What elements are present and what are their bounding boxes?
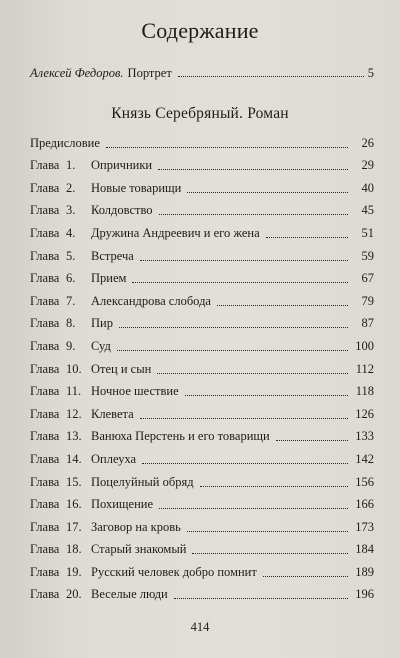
toc-entry-number: 5. [66,248,76,263]
intro-author: Алексей Федоров. [30,66,124,80]
toc-entry [30,241,374,264]
toc-entry [30,444,374,467]
toc-entry-number: 6. [66,271,76,286]
toc-entry-title: Веселые люди [91,587,168,602]
toc-entry-prefix: Глава [30,519,60,534]
toc-entry-number: 8. [66,316,76,331]
toc-entry-page-number: 112 [355,361,374,376]
dot-leader [200,486,348,487]
toc-entry-prefix: Глава [30,587,60,602]
toc-entry-title: Ванюха Перстень и его товарищи [91,429,270,444]
toc-entry-prefix: Глава [30,180,60,195]
toc-entry-title: Александрова слобода [91,293,211,308]
toc-entry-page-number: 126 [355,406,374,421]
dot-leader [157,373,348,374]
toc-entry-title: Дружина Андреевич и его жена [91,225,260,240]
toc-entry-page-number: 67 [361,271,374,286]
toc-entry-page-number: 59 [361,248,374,263]
toc-entry-title: Пир [91,316,113,331]
toc-entry-page-number: 166 [355,497,374,512]
dot-leader [140,418,348,419]
toc-entry-title: Ночное шествие [91,384,179,399]
dot-leader [276,440,348,441]
toc-entry [30,331,374,354]
toc-entry-number: 9. [66,338,76,353]
dot-leader [106,147,348,148]
toc-entry-number: 3. [66,203,76,218]
toc-entry-number: 15. [66,474,82,489]
dot-leader [263,576,348,577]
intro-entry [30,66,374,81]
toc-entry-number: 20. [66,587,82,602]
toc-entry-prefix: Глава [30,429,60,444]
toc-entry-page-number: 79 [361,293,374,308]
toc-entry [30,422,374,445]
toc-entry-prefix: Глава [30,203,60,218]
toc-entry [30,196,374,219]
toc-entry-title: Колдовство [91,203,153,218]
page-number: 414 [190,620,210,634]
toc-entry-number: 10. [66,361,82,376]
toc-entry-prefix: Глава [30,564,60,579]
dot-leader [266,237,348,238]
toc-entry [30,173,374,196]
toc-entry-number: 7. [66,293,76,308]
toc-entry-prefix: Глава [30,293,60,308]
toc-entry-number: 18. [66,542,82,557]
toc-entry-title: Опричники [91,158,153,173]
toc-entry-page-number: 40 [361,180,374,195]
toc-entry-title: Встреча [91,248,134,263]
intro-page-number: 5 [367,66,374,80]
toc-entry-prefix: Глава [30,451,60,466]
toc-entry [30,467,374,490]
toc-entry-title: Оплеуха [91,451,137,466]
toc-entry [30,377,374,400]
toc-entry-title: Русский человек добро помнит [91,564,257,579]
toc-entry-page-number: 196 [355,587,374,602]
toc-entry-page-number: 26 [361,135,374,150]
toc-entry-prefix: Глава [30,248,60,263]
toc-entry [30,490,374,513]
dot-leader [192,553,348,554]
dot-leader [117,350,348,351]
toc-entry-title: Старый знакомый [91,542,187,557]
intro-title: Портрет [127,66,172,80]
toc-entry [30,218,374,241]
toc-entry-page-number: 45 [361,203,374,218]
toc-entry-number: 16. [66,497,82,512]
toc-entry-prefix: Предисловие [30,135,100,150]
dot-leader [178,76,364,77]
book-title: Князь Серебряный. Роман [111,105,289,122]
dot-leader [174,598,348,599]
toc-entry-prefix: Глава [30,497,60,512]
dot-leader [140,260,348,261]
page-title: Содержание [141,18,259,43]
toc-entry-title: Клевета [91,406,134,421]
toc-entry-page-number: 133 [355,429,374,444]
dot-leader [158,169,348,170]
toc-entry-number: 11. [66,384,82,399]
toc-entry-number: 19. [66,564,82,579]
dot-leader [185,395,348,396]
dot-leader [217,305,348,306]
toc-entry-title: Похищение [91,497,154,512]
toc-entry-title: Новые товарищи [91,180,182,195]
toc-entry-number: 12. [66,406,82,421]
toc-entry-prefix: Глава [30,316,60,331]
toc-entry-number: 1. [66,158,76,173]
toc-entry-title: Поцелуйный обряд [91,474,194,489]
toc-entry [30,286,374,309]
toc-entry-page-number: 29 [361,158,374,173]
toc-entry-prefix: Глава [30,225,60,240]
dot-leader [187,192,348,193]
toc-entry [30,128,374,151]
toc-entry [30,512,374,535]
toc-entry-page-number: 118 [355,384,374,399]
toc-entry [30,535,374,558]
toc-entry-prefix: Глава [30,158,60,173]
toc-entry-number: 13. [66,429,82,444]
dot-leader [142,463,348,464]
toc-entry-page-number: 156 [355,474,374,489]
toc-entry-prefix: Глава [30,361,60,376]
toc-entry [30,557,374,580]
toc-entry-number: 14. [66,451,82,466]
toc-entry-page-number: 100 [355,338,374,353]
toc-entry-prefix: Глава [30,474,60,489]
toc-entry [30,354,374,377]
toc-entry [30,309,374,332]
toc-entry-number: 17. [66,519,82,534]
toc-entry [30,399,374,422]
toc-entry [30,264,374,287]
toc-entry [30,151,374,174]
toc-entry-page-number: 173 [355,519,374,534]
toc-entry-title: Суд [91,338,111,353]
toc-entry-prefix: Глава [30,542,60,557]
toc-entry-page-number: 142 [355,451,374,466]
table-of-contents [30,128,374,602]
toc-entry [30,580,374,603]
toc-entry-prefix: Глава [30,406,60,421]
toc-entry-prefix: Глава [30,338,60,353]
toc-entry-page-number: 189 [355,564,374,579]
toc-entry-number: 4. [66,225,76,240]
dot-leader [187,531,348,532]
toc-entry-page-number: 51 [361,225,374,240]
toc-entry-title: Отец и сын [91,361,152,376]
toc-entry-prefix: Глава [30,384,60,399]
dot-leader [132,282,348,283]
dot-leader [159,214,348,215]
toc-entry-title: Прием [91,271,127,286]
toc-entry-prefix: Глава [30,271,60,286]
toc-entry-page-number: 87 [361,316,374,331]
toc-entry-number: 2. [66,180,76,195]
toc-entry-title: Заговор на кровь [91,519,181,534]
toc-entry-page-number: 184 [355,542,374,557]
dot-leader [159,508,348,509]
dot-leader [119,327,348,328]
